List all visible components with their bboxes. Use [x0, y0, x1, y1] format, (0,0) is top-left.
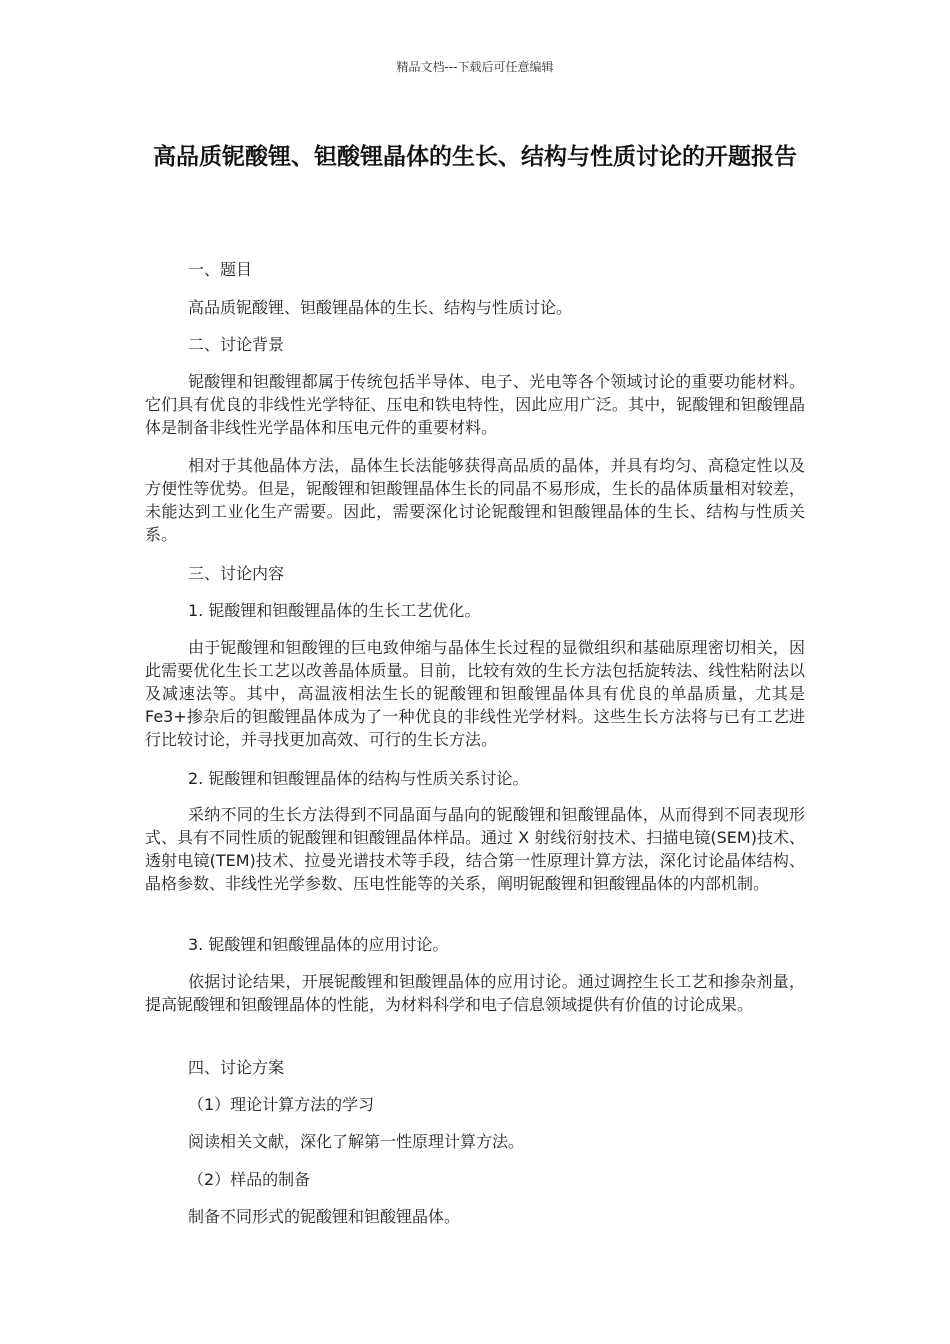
section-2-paragraph-1: 铌酸锂和钽酸锂都属于传统包括半导体、电子、光电等各个领域讨论的重要功能材料。它们具有优良的非线性光学特征、压电和铁电特性，因此应用广泛。其中，铌酸锂和钽酸锂晶体是制备非线性光学晶体和压电元件的重要材料。 — [145, 372, 805, 437]
section-1-heading: 一、题目 — [188, 260, 253, 279]
section-3-item-1: 1. 铌酸锂和钽酸锂晶体的生长工艺优化。 — [188, 601, 481, 620]
section-3-paragraph-1: 由于铌酸锂和钽酸锂的巨电致伸缩与晶体生长过程的显微组织和基础原理密切相关，因此需要优化生长工艺以改善晶体质量。目前，比较有效的生长方法包括旋转法、线性粘附法以及减速法等。其中，高温液相法生长的铌酸锂和钽酸锂晶体具有优良的单晶质量，尤其是Fe3+掺杂后的钽酸锂晶体成为了一种优良的非线性光学材料。这些生长方法将与已有工艺进行比较讨论，并寻找更加高效、可行的生长方法。 — [145, 638, 805, 749]
section-3-paragraph-2: 采纳不同的生长方法得到不同晶面与晶向的铌酸锂和钽酸锂晶体，从而得到不同表现形式、具有不同性质的铌酸锂和钽酸锂晶体样品。通过 X 射线衍射技术、扫描电镜(SEM)技术、透射电镜(TEM)技术、拉曼光谱技术等手段，结合第一性原理计算方法，深化讨论晶体结构、晶格参数、非线性光学参数、压电性能等的关系，阐明铌酸锂和钽酸锂晶体的内部机制。 — [145, 805, 805, 893]
document-title: 高品质铌酸锂、钽酸锂晶体的生长、结构与性质讨论的开题报告 — [153, 144, 797, 170]
section-4-heading: 四、讨论方案 — [188, 1058, 285, 1077]
section-4-subtext-1: 阅读相关文献，深化了解第一性原理计算方法。 — [188, 1132, 525, 1151]
section-3-item-3: 3. 铌酸锂和钽酸锂晶体的应用讨论。 — [188, 935, 449, 954]
section-3-item-2: 2. 铌酸锂和钽酸锂晶体的结构与性质关系讨论。 — [188, 769, 529, 788]
section-2-heading: 二、讨论背景 — [188, 335, 285, 354]
section-3-paragraph-3: 依据讨论结果，开展铌酸锂和钽酸锂晶体的应用讨论。通过调控生长工艺和掺杂剂量，提高铌酸锂和钽酸锂晶体的性能，为材料科学和电子信息领域提供有价值的讨论成果。 — [145, 972, 805, 1014]
section-1-text: 高品质铌酸锂、钽酸锂晶体的生长、结构与性质讨论。 — [188, 298, 573, 317]
section-4-subtext-2: 制备不同形式的铌酸锂和钽酸锂晶体。 — [188, 1207, 461, 1226]
section-2-paragraph-2: 相对于其他晶体方法，晶体生长法能够获得高品质的晶体，并具有均匀、高稳定性以及方便性等优势。但是，铌酸锂和钽酸锂晶体生长的同晶不易形成，生长的晶体质量相对较差，未能达到工业化生产需要。因此，需要深化讨论铌酸锂和钽酸锂晶体的生长、结构与性质关系。 — [145, 456, 805, 544]
section-3-heading: 三、讨论内容 — [188, 564, 285, 583]
page-header: 精品文档---下载后可任意编辑 — [396, 60, 554, 74]
section-4-subheading-2: （2）样品的制备 — [188, 1170, 311, 1189]
section-4-subheading-1: （1）理论计算方法的学习 — [188, 1095, 375, 1114]
